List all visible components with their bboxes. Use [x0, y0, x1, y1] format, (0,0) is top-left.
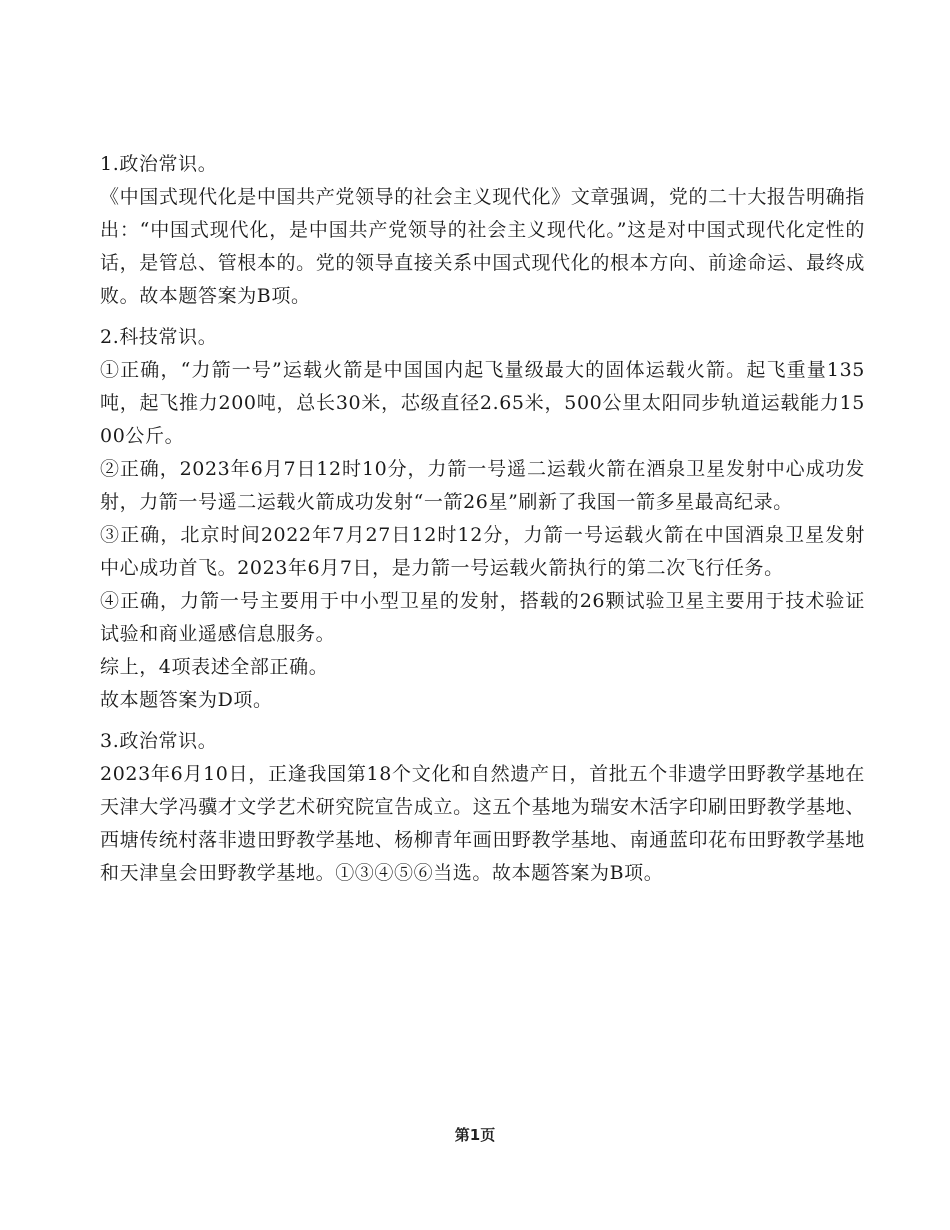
answer-section-2	[100, 321, 865, 717]
section-paragraph: 故本题答案为D项。	[100, 689, 273, 711]
section-heading: 2.科技常识。	[100, 326, 218, 348]
page-number: 第1页	[454, 1126, 496, 1144]
section-paragraph: 2023年6月10日，正逢我国第18个文化和自然遗产日，首批五个非遗学田野教学基地在天津大学冯骥才文学艺术研究院宣告成立。这五个基地为瑞安木活字印刷田野教学基地、西塘传统村落非遗田野教学基地、杨柳青年画田野教学基地、南通蓝印花布田野教学基地和天津皇会田野教学基地。①③④⑤⑥当选。故本题答案为B项。	[100, 763, 865, 884]
section-paragraph: 《中国式现代化是中国共产党领导的社会主义现代化》文章强调，党的二十大报告明确指出：“中国式现代化，是中国共产党领导的社会主义现代化。”这是对中国式现代化定性的话，是管总、管根本的。党的领导直接关系中国式现代化的根本方向、前途命运、最终成败。故本题答案为B项。	[100, 186, 865, 307]
section-heading: 1.政治常识。	[100, 153, 218, 175]
section-paragraph: ②正确，2023年6月7日12时10分，力箭一号遥二运载火箭在酒泉卫星发射中心成功发射，力箭一号遥二运载火箭成功发射“一箭26星”刷新了我国一箭多星最高纪录。	[100, 458, 865, 513]
section-paragraph: ④正确，力箭一号主要用于中小型卫星的发射，搭载的26颗试验卫星主要用于技术验证试验和商业遥感信息服务。	[100, 590, 865, 645]
section-paragraph: 综上，4项表述全部正确。	[100, 656, 329, 678]
answer-section-3	[100, 725, 865, 890]
document-body	[100, 148, 865, 890]
section-paragraph: ③正确，北京时间2022年7月27日12时12分，力箭一号运载火箭在中国酒泉卫星发射中心成功首飞。2023年6月7日，是力箭一号运载火箭执行的第二次飞行任务。	[100, 524, 865, 579]
section-paragraph: ①正确，“力箭一号”运载火箭是中国国内起飞量级最大的固体运载火箭。起飞重量135吨，起飞推力200吨，总长30米，芯级直径2.65米，500公里太阳同步轨道运载能力1500公斤。	[100, 359, 865, 447]
section-heading: 3.政治常识。	[100, 730, 218, 752]
answer-section-1	[100, 148, 865, 313]
